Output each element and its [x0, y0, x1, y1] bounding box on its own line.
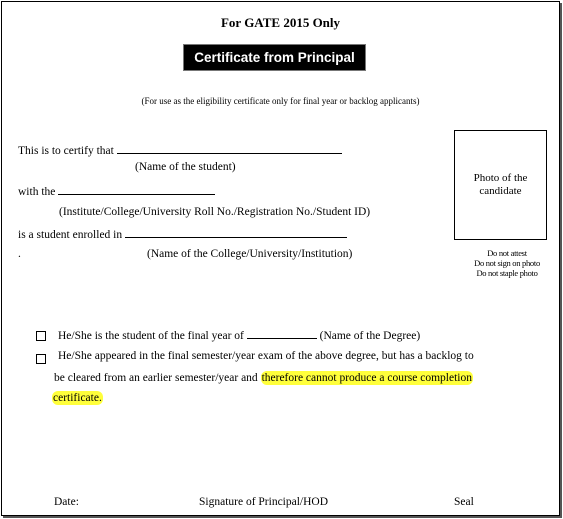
with-prefix: with the	[18, 186, 56, 198]
eligibility-note: (For use as the eligibility certificate only for final year or backlog applicants)	[141, 96, 420, 106]
final-year-option	[58, 328, 420, 342]
date-label: Date:	[54, 496, 79, 508]
college-name-blank[interactable]	[125, 227, 347, 238]
with-line	[18, 184, 215, 198]
enrolled-line	[18, 227, 347, 241]
backlog-line-2-plain: be cleared from an earlier semester/year and	[54, 372, 258, 384]
student-name-caption: (Name of the student)	[135, 161, 236, 173]
backlog-line-2	[54, 372, 473, 384]
college-caption: (Name of the College/University/Institution)	[147, 248, 353, 260]
signature-label: Signature of Principal/HOD	[199, 496, 329, 508]
dot-mark: .	[18, 248, 21, 260]
backlog-checkbox[interactable]	[36, 354, 46, 364]
highlighted-text: therefore cannot produce a course completion	[261, 372, 472, 384]
photo-note-attest: Do not attest	[487, 248, 527, 258]
backlog-line-1: He/She appeared in the final semester/year exam of the above degree, but has a backlog to	[58, 350, 474, 362]
photo-notes	[454, 248, 560, 278]
certificate-banner: Certificate from Principal	[183, 44, 366, 71]
photo-label: Photo of the candidate	[473, 172, 528, 197]
photo-note-staple: Do not staple photo	[476, 268, 538, 278]
student-id-blank[interactable]	[58, 184, 215, 195]
id-caption: (Institute/College/University Roll No./Registration No./Student ID)	[59, 206, 371, 218]
certify-prefix: This is to certify that	[18, 145, 114, 157]
highlighted-text-end: certificate.	[53, 392, 102, 404]
enrolled-prefix: is a student enrolled in	[18, 229, 123, 241]
student-name-blank[interactable]	[117, 143, 342, 154]
seal-label: Seal	[454, 496, 474, 508]
degree-blank[interactable]	[247, 328, 317, 339]
certify-line	[18, 143, 342, 157]
photo-note-sign: Do not sign on photo	[474, 258, 540, 268]
final-year-checkbox[interactable]	[36, 331, 46, 341]
degree-caption: (Name of the Degree)	[319, 330, 421, 342]
backlog-line-3	[52, 392, 103, 404]
gate-title: For GATE 2015 Only	[220, 15, 341, 30]
final-year-text: He/She is the student of the final year of	[58, 330, 244, 342]
photo-box	[454, 130, 547, 240]
certificate-page	[1, 1, 560, 516]
